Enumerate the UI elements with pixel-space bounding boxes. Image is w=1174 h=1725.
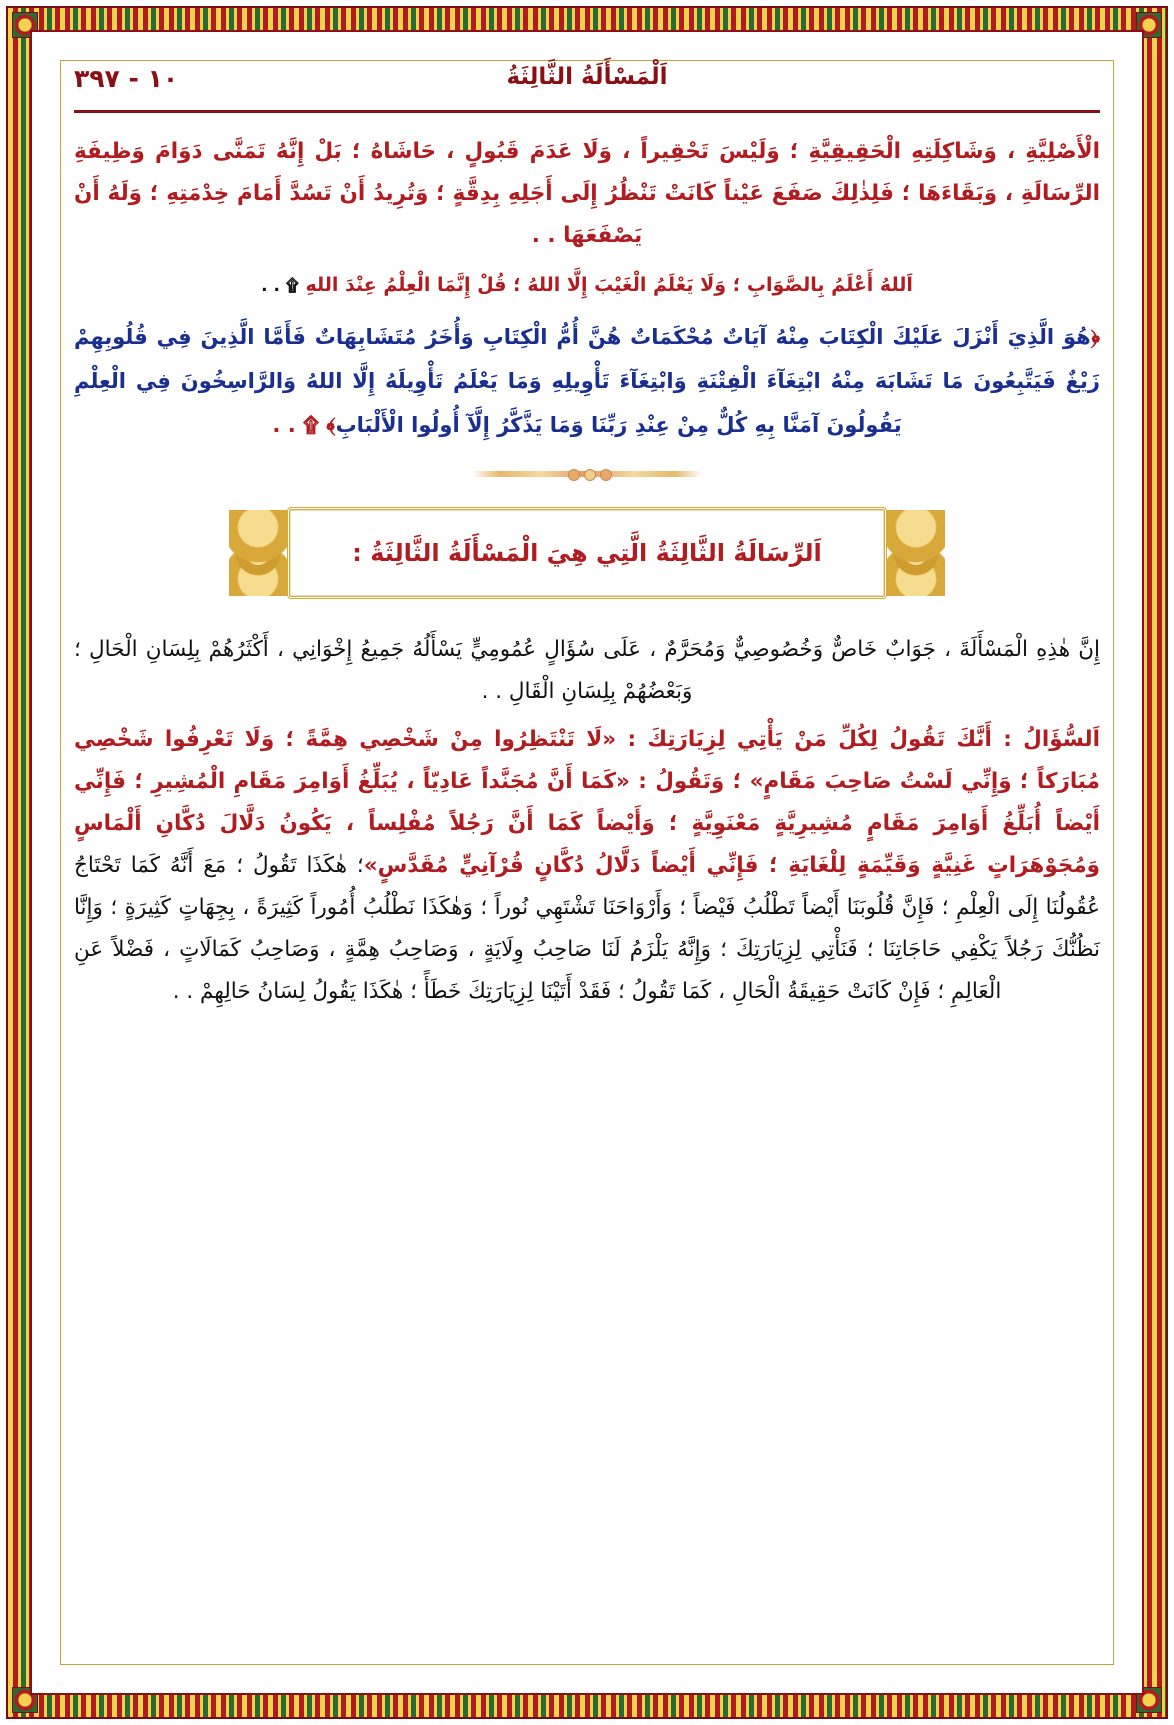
page-number: ١٠ - ٣٩٧ (74, 64, 179, 93)
paragraph-intro: إِنَّ هٰذِهِ الْمَسْأَلَةَ ، جَوَابٌ خَاصٌّ وَخُصُوصِيٌّ وَمُحَرَّمٌ ، عَلَى سُؤَالٍ عُمُومِيٍّ يَسْأَلُهُ جَمِيعُ إِخْوَانِي ، أَكْثَرُهُمْ بِلِسَانِ الْحَالِ ؛ وَبَعْضُهُمْ بِلِسَانِ الْقَالِ . . (74, 637, 1100, 705)
divider-dot (568, 469, 580, 481)
rosette-ornament-left (229, 510, 287, 596)
divider-dot (584, 469, 596, 481)
ornament-mark: ۩ . . (261, 275, 299, 296)
quran-verse-text: هُوَ الَّذِيَ أَنْزَلَ عَلَيْكَ الْكِتَابَ مِنْهُ آيَاتٌ مُحْكَمَاتٌ هُنَّ أُمُّ الْكِتَابِ وَأُخَرُ مُتَشَابِهَاتٌ فَأَمَّا الَّذِينَ فِي قُلُوبِهِمْ زَيْغٌ فَيَتَّبِعُونَ مَا تَشَابَهَ مِنْهُ ابْتِغَآءَ الْفِتْنَةِ وَابْتِغَآءَ تَأْوِيلِهِ وَمَا يَعْلَمُ تَأْوِيلَهُ إِلَّا اللهُ وَالرَّاسِخُونَ فِي الْعِلْمِ يَقُولُونَ آمَنَّا بِهِ كُلٌّ مِنْ عِنْدِ رَبِّنَا وَمَا يَذَّكَّرُ إِلَّآ أُولُوا الْأَلْبَابِ (74, 324, 1100, 438)
quran-open-bracket: ﴿ (1090, 324, 1100, 349)
page-title: اَلْمَسْأَلَةُ الثَّالِثَةُ (506, 64, 668, 90)
header-divider-rule (74, 110, 1100, 113)
ornamental-divider (472, 463, 702, 485)
question-plain-text: ؛ هٰكَذَا تَقُولُ ؛ مَعَ أَنَّهُ كَمَا تَحْتَاجُ عُقُولُنَا إِلَى الْعِلْمِ ؛ فَإِنَّ قُلُوبَنَا أَيْضاً تَطْلُبُ فَيْضاً ؛ وَأَرْوَاحَنَا تَشْتَهِي نُوراً ؛ وَهٰكَذَا نَطْلُبُ أُمُوراً كَثِيرَةً ، بِجِهَاتٍ كَثِيرَةٍ ؛ وَإِنَّا نَظُنُّكَ رَجُلاً يَكْفِي حَاجَاتِنَا ؛ فَنَأْتِي لِزِيَارَتِكَ ؛ وَإِنَّهُ يَلْزَمُ لَنَا صَاحِبُ وِلَايَةٍ ، وَصَاحِبُ هِمَّةٍ ، وَصَاحِبُ كَمَالَاتٍ ، فَضْلاً عَنِ الْعَالِمِ ؛ فَإِنْ كَانَتْ حَقِيقَةُ الْحَالِ ، كَمَا تَقُولُ ؛ فَقَدْ أَتَيْنَا لِزِيَارَتِكَ خَطَأً ؛ هٰكَذَا يَقُولُ لِسَانُ حَالِهِمْ . . (74, 852, 1100, 1004)
quran-verse (74, 315, 1100, 447)
page-content (54, 54, 1120, 1671)
section-heading-box (287, 507, 887, 599)
page-header (74, 64, 1100, 108)
paragraph-continuation: الْأَصْلِيَّةِ ، وَشَاكِلَتِهِ الْحَقِيقِيَّةِ ؛ وَلَيْسَ تَحْقِيراً ، وَلَا عَدَمَ قَبُولٍ ، حَاشَاهُ ؛ بَلْ إِنَّهُ تَمَنَّى دَوَامَ وَظِيفَةِ الرِّسَالَةِ ، وَبَقَاءَهَا ؛ فَلِذٰلِكَ صَفَعَ عَيْناً كَانَتْ تَنْظُرُ إِلَى أَجَلِهِ بِدِقَّةٍ ؛ وَتُرِيدُ أَنْ تَسُدَّ أَمَامَ خِدْمَتِهِ ؛ وَلَهُ أَنْ يَصْفَعَهَا . . (74, 139, 1100, 248)
closing-invocation-text: اَللهُ أَعْلَمُ بِالصَّوَابِ ؛ وَلَا يَعْلَمُ الْغَيْبَ إِلَّا اللهُ ؛ قُلْ إِنَّمَا الْعِلْمُ عِنْدَ اللهِ (305, 273, 913, 296)
section-heading-text: اَلرِّسَالَةُ الثَّالِثَةُ الَّتِي هِيَ الْمَسْأَلَةُ الثَّالِثَةُ : (352, 539, 822, 568)
section-heading-frame (227, 499, 947, 607)
divider-dot (600, 469, 612, 481)
quran-close-bracket: ﴾ ۩ . . (272, 413, 336, 438)
rosette-ornament-right (887, 510, 945, 596)
closing-invocation (74, 267, 1100, 303)
paragraph-question (74, 719, 1100, 1012)
question-quoted-text: اَلسُّؤَالُ : أَنَّكَ تَقُولُ لِكُلِّ مَنْ يَأْتِي لِزِيَارَتِكَ : «لَا تَنْتَظِرُوا مِنْ شَخْصِي هِمَّةً ؛ وَلَا تَعْرِفُوا شَخْصِي مُبَارَكاً ؛ وَإِنِّي لَسْتُ صَاحِبَ مَقَامٍ» ؛ وَتَقُولُ : «كَمَا أَنَّ مُجَنَّداً عَادِيّاً ، يُبَلِّغُ أَوَامِرَ مَقَامِ الْمُشِيرِ ؛ فَإِنِّي أَيْضاً أُبَلِّغُ أَوَامِرَ مَقَامٍ مُشِيرِيَّةٍ مَعْنَوِيَّةٍ ؛ وَأَيْضاً كَمَا أَنَّ رَجُلاً مُفْلِساً ، يَكُونُ دَلَّالَ دُكَّانِ أَلْمَاسٍ وَمُجَوْهَرَاتٍ غَنِيَّةٍ وَقَيِّمَةٍ لِلْغَايَةِ ؛ فَإِنِّي أَيْضاً دَلَّالُ دُكَّانٍ قُرْآنِيٍّ مُقَدَّسٍ» (74, 726, 1100, 878)
